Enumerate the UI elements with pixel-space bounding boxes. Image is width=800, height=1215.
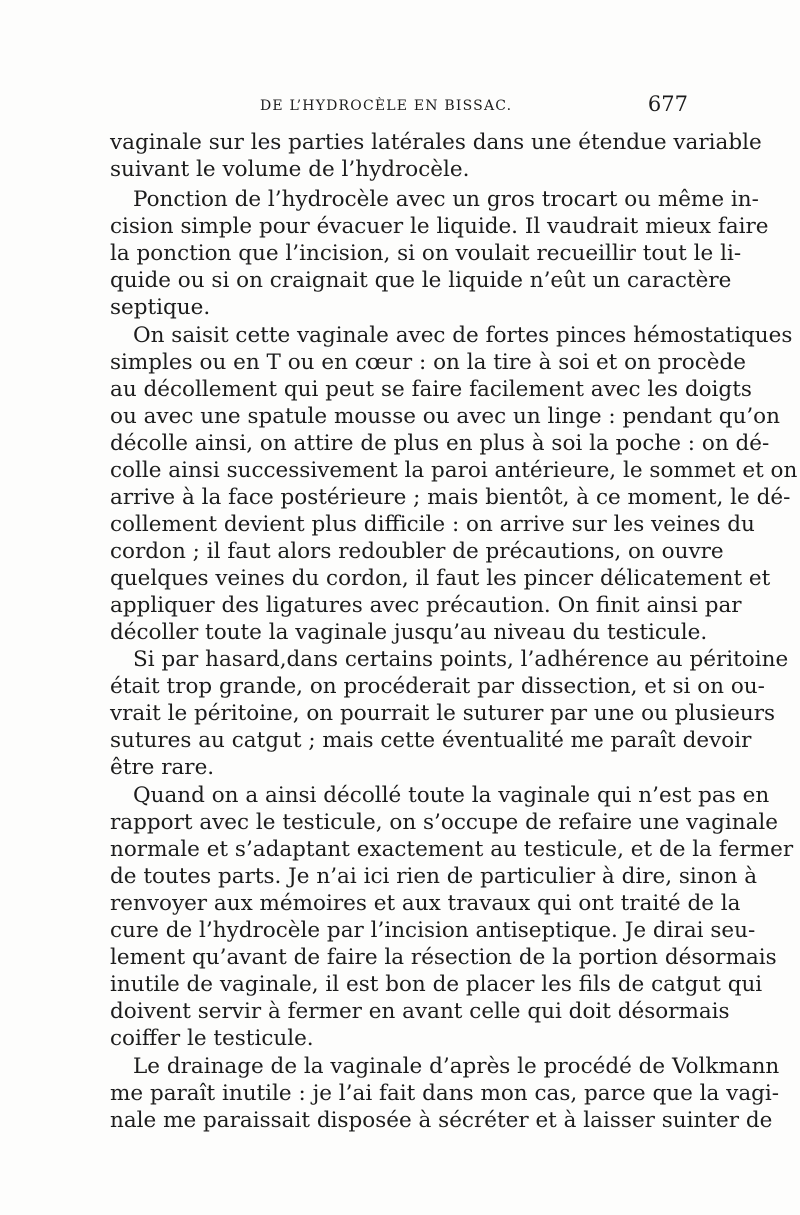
text-line: sutures au catgut ; mais cette éventualité me paraît devoir: [110, 728, 752, 753]
text-line: quide ou si on craignait que le liquide n’eût un caractère: [110, 268, 732, 293]
text-line: renvoyer aux mémoires et aux travaux qui ont traité de la: [110, 891, 741, 916]
text-line: arrive à la face postérieure ; mais bientôt, à ce moment, le dé-: [110, 485, 791, 510]
text-line: colle ainsi successivement la paroi antérieure, le sommet et on: [110, 458, 798, 483]
text-line: décoller toute la vaginale jusqu’au niveau du testicule.: [110, 620, 708, 645]
text-line: suivant le volume de l’hydrocèle.: [110, 157, 470, 182]
text-line: cision simple pour évacuer le liquide. Il vaudrait mieux faire: [110, 214, 769, 239]
text-line: doivent servir à fermer en avant celle qui doit désormais: [110, 999, 730, 1024]
running-title: DE L’HYDROCÈLE EN BISSAC.: [260, 98, 513, 114]
text-line: cure de l’hydrocèle par l’incision antiseptique. Je dirai seu-: [110, 918, 756, 943]
text-line: normale et s’adaptant exactement au testicule, et de la fermer: [110, 837, 794, 862]
text-line: vrait le péritoine, on pourrait le suturer par une ou plusieurs: [110, 701, 776, 726]
text-line: coiffer le testicule.: [110, 1026, 314, 1051]
text-line: inutile de vaginale, il est bon de placer les fils de catgut qui: [110, 972, 763, 997]
text-line: Le drainage de la vaginale d’après le procédé de Volkmann: [133, 1054, 780, 1079]
text-line: Quand on a ainsi décollé toute la vaginale qui n’est pas en: [133, 783, 770, 808]
text-line: nale me paraissait disposée à sécréter et à laisser suinter de: [110, 1108, 773, 1133]
running-head: [110, 92, 688, 120]
text-line: cordon ; il faut alors redoubler de précautions, on ouvre: [110, 539, 724, 564]
text-line: me paraît inutile : je l’ai fait dans mon cas, parce que la vagi-: [110, 1081, 780, 1106]
text-line: simples ou en T ou en cœur : on la tire à soi et on procède: [110, 350, 747, 375]
text-line: était trop grande, on procéderait par dissection, et si on ou-: [110, 674, 765, 699]
text-line: Ponction de l’hydrocèle avec un gros trocart ou même in-: [133, 187, 759, 212]
text-line: rapport avec le testicule, on s’occupe de refaire une vaginale: [110, 810, 779, 835]
text-line: la ponction que l’incision, si on voulait recueillir tout le li-: [110, 241, 742, 266]
page-number: 677: [647, 92, 688, 116]
text-line: ou avec une spatule mousse ou avec un linge : pendant qu’on: [110, 404, 780, 429]
text-line: septique.: [110, 295, 211, 320]
text-line: appliquer des ligatures avec précaution. On finit ainsi par: [110, 593, 742, 618]
text-line: quelques veines du cordon, il faut les pincer délicatement et: [110, 566, 771, 591]
text-line: collement devient plus difficile : on arrive sur les veines du: [110, 512, 755, 537]
text-line: être rare.: [110, 755, 215, 780]
text-line: au décollement qui peut se faire facilement avec les doigts: [110, 377, 752, 402]
text-line: vaginale sur les parties latérales dans une étendue variable: [110, 130, 762, 155]
text-line: décolle ainsi, on attire de plus en plus à soi la poche : on dé-: [110, 431, 770, 456]
text-line: lement qu’avant de faire la résection de la portion désormais: [110, 945, 777, 970]
text-line: Si par hasard,dans certains points, l’adhérence au péritoine: [133, 647, 789, 672]
text-line: On saisit cette vaginale avec de fortes pinces hémostatiques: [133, 323, 793, 348]
text-line: de toutes parts. Je n’ai ici rien de particulier à dire, sinon à: [110, 864, 758, 889]
